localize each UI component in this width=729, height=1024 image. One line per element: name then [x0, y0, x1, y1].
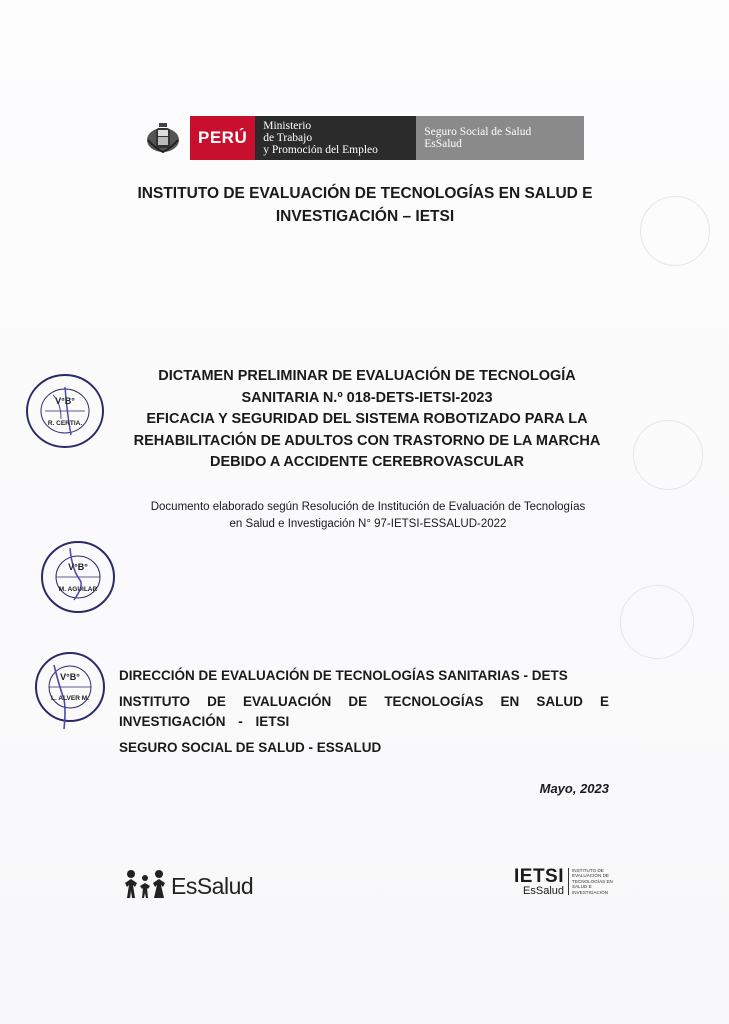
- peru-label: PERÚ: [190, 116, 255, 160]
- ministry-label: Ministerio de Trabajo y Promoción del Empleo: [255, 116, 416, 160]
- document-note: Documento elaborado según Resolución de Institución de Evaluación de Tecnologías en Salud e Investigación N° 97-IETSI-ESSALUD-2022: [150, 501, 586, 530]
- document-date: Mayo, 2023: [539, 781, 609, 796]
- institute-line: INSTITUTO DE EVALUACIÓN DE TECNOLOGÍAS EN SALUD E INVESTIGACIÓN - IETSI: [119, 694, 609, 729]
- ietsi-sub-wordmark: EsSalud: [523, 885, 565, 897]
- stamp-name: R. CERTIA.: [47, 420, 83, 427]
- faint-stamp-3: [620, 585, 694, 659]
- faint-stamp-2: [633, 420, 703, 490]
- stamp-vb: V°B°: [60, 672, 80, 682]
- stamp-vb: V°B°: [68, 562, 88, 572]
- seguro-line: SEGURO SOCIAL DE SALUD - ESSALUD: [119, 740, 382, 755]
- ietsi-wordmark: IETSI: [514, 866, 565, 887]
- faint-stamp-1: [640, 196, 710, 266]
- coat-of-arms-icon: [140, 116, 186, 160]
- essalud-footer-logo: [123, 869, 253, 904]
- directorate-block: [119, 666, 609, 764]
- approval-stamp-icon: [40, 540, 116, 619]
- family-icon: [123, 869, 167, 904]
- ietsi-footer-logo: [514, 866, 614, 897]
- government-header: [140, 116, 584, 160]
- dictamen-title: DICTAMEN PRELIMINAR DE EVALUACIÓN DE TECNOLOGÍA SANITARIA N.º 018-DETS-IETSI-2023 EFICACIA Y SEGURIDAD DEL SISTEMA ROBOTIZADO PARA LA REHABILITACIÓN DE ADULTOS CON TRASTORNO DE LA MARCHA DEBIDO A ACCIDENTE CEREBROVASCULAR: [133, 368, 601, 470]
- directorate-line: DIRECCIÓN DE EVALUACIÓN DE TECNOLOGÍAS SANITARIAS - DETS: [119, 668, 568, 683]
- approval-stamp-icon: [34, 649, 106, 736]
- stamp-name: L. ALVER M.: [51, 695, 89, 702]
- approval-stamp-icon: [25, 373, 105, 454]
- essalud-header-label: Seguro Social de Salud EsSalud: [416, 116, 584, 160]
- stamp-name: M. AGUILAR: [58, 586, 98, 593]
- essalud-wordmark: EsSalud: [171, 873, 254, 899]
- stamp-vb: V°B°: [55, 396, 75, 406]
- institute-title: INSTITUTO DE EVALUACIÓN DE TECNOLOGÍAS EN SALUD E INVESTIGACIÓN – IETSI: [137, 185, 593, 225]
- ietsi-side-text: INSTITUTO DE EVALUACIÓN DE TECNOLOGÍAS EN SALUD E INVESTIGACIÓN: [568, 868, 614, 896]
